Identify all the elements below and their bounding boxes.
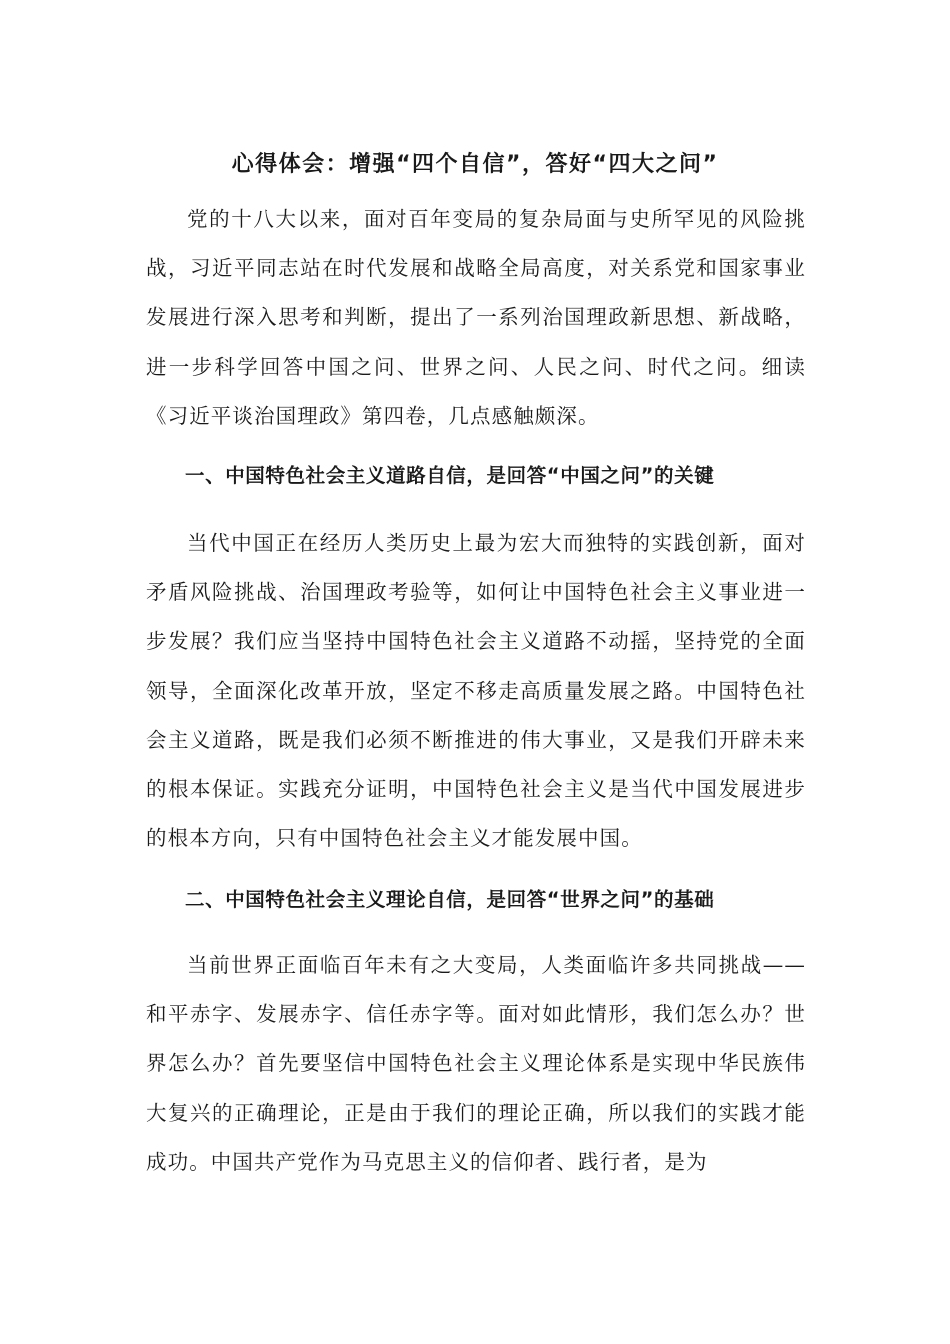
document-title: 心得体会：增强“四个自信”，答好“四大之问” [231,151,719,177]
section-body-2: 当前世界正面临百年未有之大变局，人类面临许多共同挑战——和平赤字、发展赤字、信任赤字等。面对如此情形，我们怎么办？世界怎么办？首先要坚信中国特色社会主义理论体系是实现中华民族伟大复兴的正确理论，正是由于我们的理论正确，所以我们的实践才能成功。中国共产党作为马克思主义的信仰者、践行者，是为 [146,953,806,1174]
section-heading-2: 二、中国特色社会主义理论自信，是回答“世界之问”的基础 [185,888,715,911]
section-body-1: 当代中国正在经历人类历史上最为宏大而独特的实践创新，面对矛盾风险挑战、治国理政考验等，如何让中国特色社会主义事业进一步发展？我们应当坚持中国特色社会主义道路不动摇，坚持党的全面领导，全面深化改革开放，坚定不移走高质量发展之路。中国特色社会主义道路，既是我们必须不断推进的伟大事业，又是我们开辟未来的根本保证。实践充分证明，中国特色社会主义是当代中国发展进步的根本方向，只有中国特色社会主义才能发展中国。 [146,531,806,851]
intro-paragraph: 党的十八大以来，面对百年变局的复杂局面与史所罕见的风险挑战，习近平同志站在时代发展和战略全局高度，对关系党和国家事业发展进行深入思考和判断，提出了一系列治国理政新思想、新战略，进一步科学回答中国之问、世界之问、人民之问、时代之问。细读《习近平谈治国理政》第四卷，几点感触颇深。 [146,207,806,428]
section-heading-1: 一、中国特色社会主义道路自信，是回答“中国之问”的关键 [185,464,715,487]
